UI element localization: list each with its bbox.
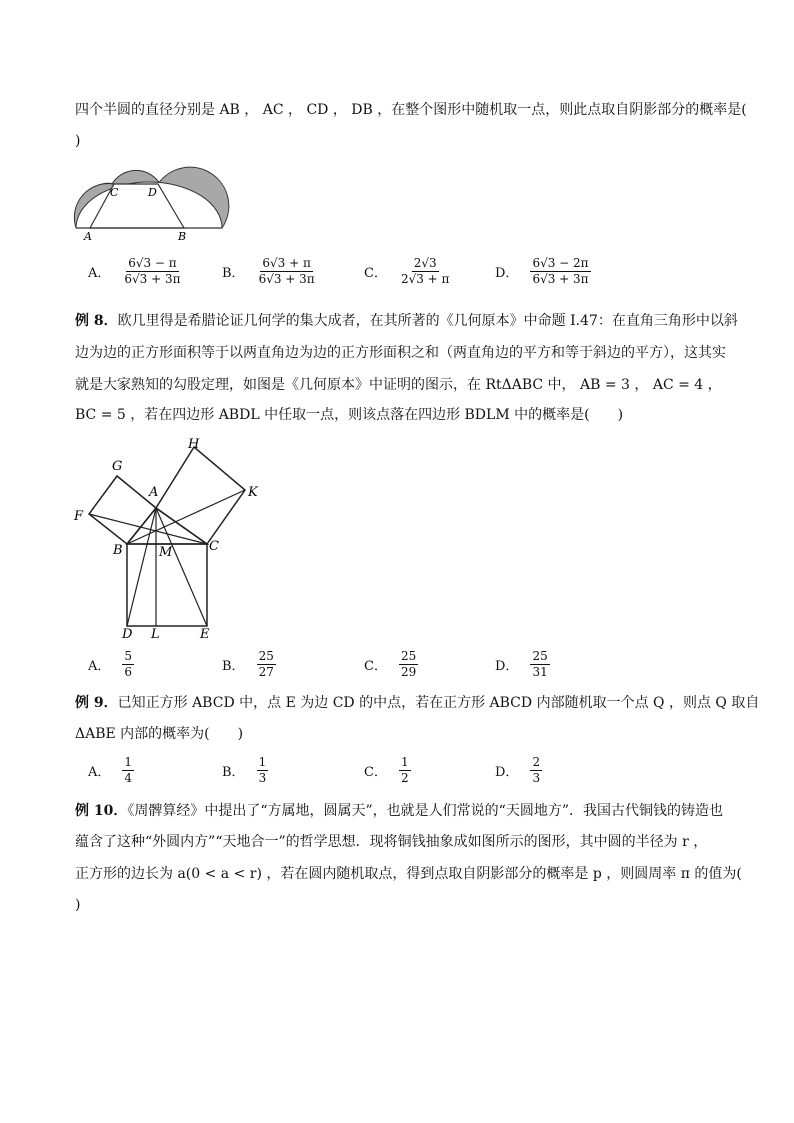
q7-label-b: B <box>178 230 187 243</box>
q9-prefix: 例 9． <box>75 695 118 711</box>
q8-text-line2: 边为边的正方形面积等于以两直角边为边的正方形面积之和（两直角边的平方和等于斜边的平方），这其实 <box>75 345 726 361</box>
q8-option-a[interactable] <box>88 650 134 679</box>
q9-option-b-fraction: $\frac{1}{3}$ <box>258 755 267 785</box>
q8-label-c: C <box>209 539 219 554</box>
q8-text-line3: 就是大家熟知的勾股定理，如图是《几何原本》中证明的图示，在 RtΔABC 中， AB = 3 ， AC = 4 ， <box>75 377 722 393</box>
q7-option-b-label: B． <box>222 266 245 281</box>
q8-label-l: L <box>151 627 160 642</box>
q9-option-b[interactable] <box>222 756 268 785</box>
q8-option-d-label: D． <box>495 659 519 674</box>
q8-label-g: G <box>112 459 123 474</box>
q10-text-line4: ) <box>75 897 81 913</box>
q7-option-c[interactable] <box>364 257 451 286</box>
q7-option-b[interactable] <box>222 257 317 286</box>
q7-text-line2: ) <box>75 133 81 149</box>
q8-prefix: 例 8． <box>75 313 118 329</box>
q7-option-a-label: A． <box>88 266 111 281</box>
q8-label-d: D <box>122 627 133 642</box>
q8-option-d-fraction: $\frac{25}{31}$ <box>532 649 548 679</box>
q9-option-a[interactable] <box>88 756 134 785</box>
q9-option-a-label: A． <box>88 765 111 780</box>
q8-option-a-label: A． <box>88 659 111 674</box>
q8-label-a: A <box>149 485 159 500</box>
q7-option-a-fraction: $\frac{6√3 - \pi}{6√3 + 3\pi}$ <box>124 256 181 286</box>
q7-semicircle-figure <box>72 158 232 244</box>
q8-label-f: F <box>74 509 84 524</box>
q8-option-c[interactable] <box>364 650 418 679</box>
q8-option-b-fraction: $\frac{25}{27}$ <box>258 649 274 679</box>
q9-option-c-label: C． <box>364 765 387 780</box>
q8-option-c-label: C． <box>364 659 387 674</box>
q8-text-line4: BC = 5 ，若在四边形 ABDL 中任取一点，则该点落在四边形 BDLM 中的概率是( ) <box>75 407 624 423</box>
q7-option-a[interactable] <box>88 257 183 286</box>
q7-label-d: D <box>148 186 157 199</box>
q7-text-line1: 四个半圆的直径分别是 AB ， AC ， CD ， DB ，在整个图形中随机取一点，则此点取自阴影部分的概率是( <box>75 102 747 118</box>
q9-option-d-label: D． <box>495 765 519 780</box>
q7-option-c-fraction: $\frac{2√3}{2√3 + \pi}$ <box>400 256 450 286</box>
q9-option-a-fraction: $\frac{1}{4}$ <box>124 755 133 785</box>
q8-label-h: H <box>188 437 200 452</box>
q8-label-b: B <box>113 543 123 558</box>
q10-prefix: 例 10． <box>75 803 128 819</box>
q9-option-d-fraction: $\frac{2}{3}$ <box>532 755 541 785</box>
q10-text-line3: 正方形的边长为 a(0 < a < r) ，若在圆内随机取点，得到点取自阴影部分的概率是 p ，则圆周率 π 的值为( <box>75 866 742 882</box>
q8-option-b-label: B． <box>222 659 245 674</box>
q9-option-c-fraction: $\frac{1}{2}$ <box>400 755 409 785</box>
q8-text-line1: 例 8．欧几里得是希腊论证几何学的集大成者，在其所著的《几何原本》中命题 I.47：在直角三角形中以斜 <box>75 313 738 329</box>
q7-option-d-label: D． <box>495 266 519 281</box>
q7-label-a: A <box>84 230 92 243</box>
q8-option-d[interactable] <box>495 650 550 679</box>
q8-label-k: K <box>248 485 258 500</box>
q8-pythagoras-figure <box>72 434 272 644</box>
q9-option-b-label: B． <box>222 765 245 780</box>
q7-option-b-fraction: $\frac{6√3 + \pi}{6√3 + 3\pi}$ <box>258 256 315 286</box>
q10-text-line1: 例 10．《周髀算经》中提出了“方属地，圆属天”，也就是人们常说的“天圆地方”．我国古代铜钱的铸造也 <box>75 803 723 819</box>
q7-option-d[interactable] <box>495 257 591 286</box>
q9-option-d[interactable] <box>495 756 542 785</box>
q9-option-c[interactable] <box>364 756 411 785</box>
q8-option-b[interactable] <box>222 650 276 679</box>
q8-option-c-fraction: $\frac{25}{29}$ <box>400 649 417 679</box>
q7-option-c-label: C． <box>364 266 387 281</box>
q8-label-m: M <box>159 545 173 560</box>
q8-option-a-fraction: $\frac{5}{6}$ <box>124 649 133 679</box>
q9-text-line1: 例 9．已知正方形 ABCD 中，点 E 为边 CD 的中点，若在正方形 ABCD 内部随机取一个点 Q ，则点 Q 取自 <box>75 695 760 711</box>
q7-label-c: C <box>110 186 119 199</box>
q8-label-e: E <box>200 627 210 642</box>
q7-option-d-fraction: $\frac{6√3 - 2\pi}{6√3 + 3\pi}$ <box>532 256 589 286</box>
q9-text-line2: ΔABE 内部的概率为( ) <box>75 726 244 742</box>
q10-text-line2: 蕴含了这种“外圆内方”“天地合一”的哲学思想．现将铜钱抽象成如图所示的图形，其中圆的半径为 r ， <box>75 834 708 850</box>
